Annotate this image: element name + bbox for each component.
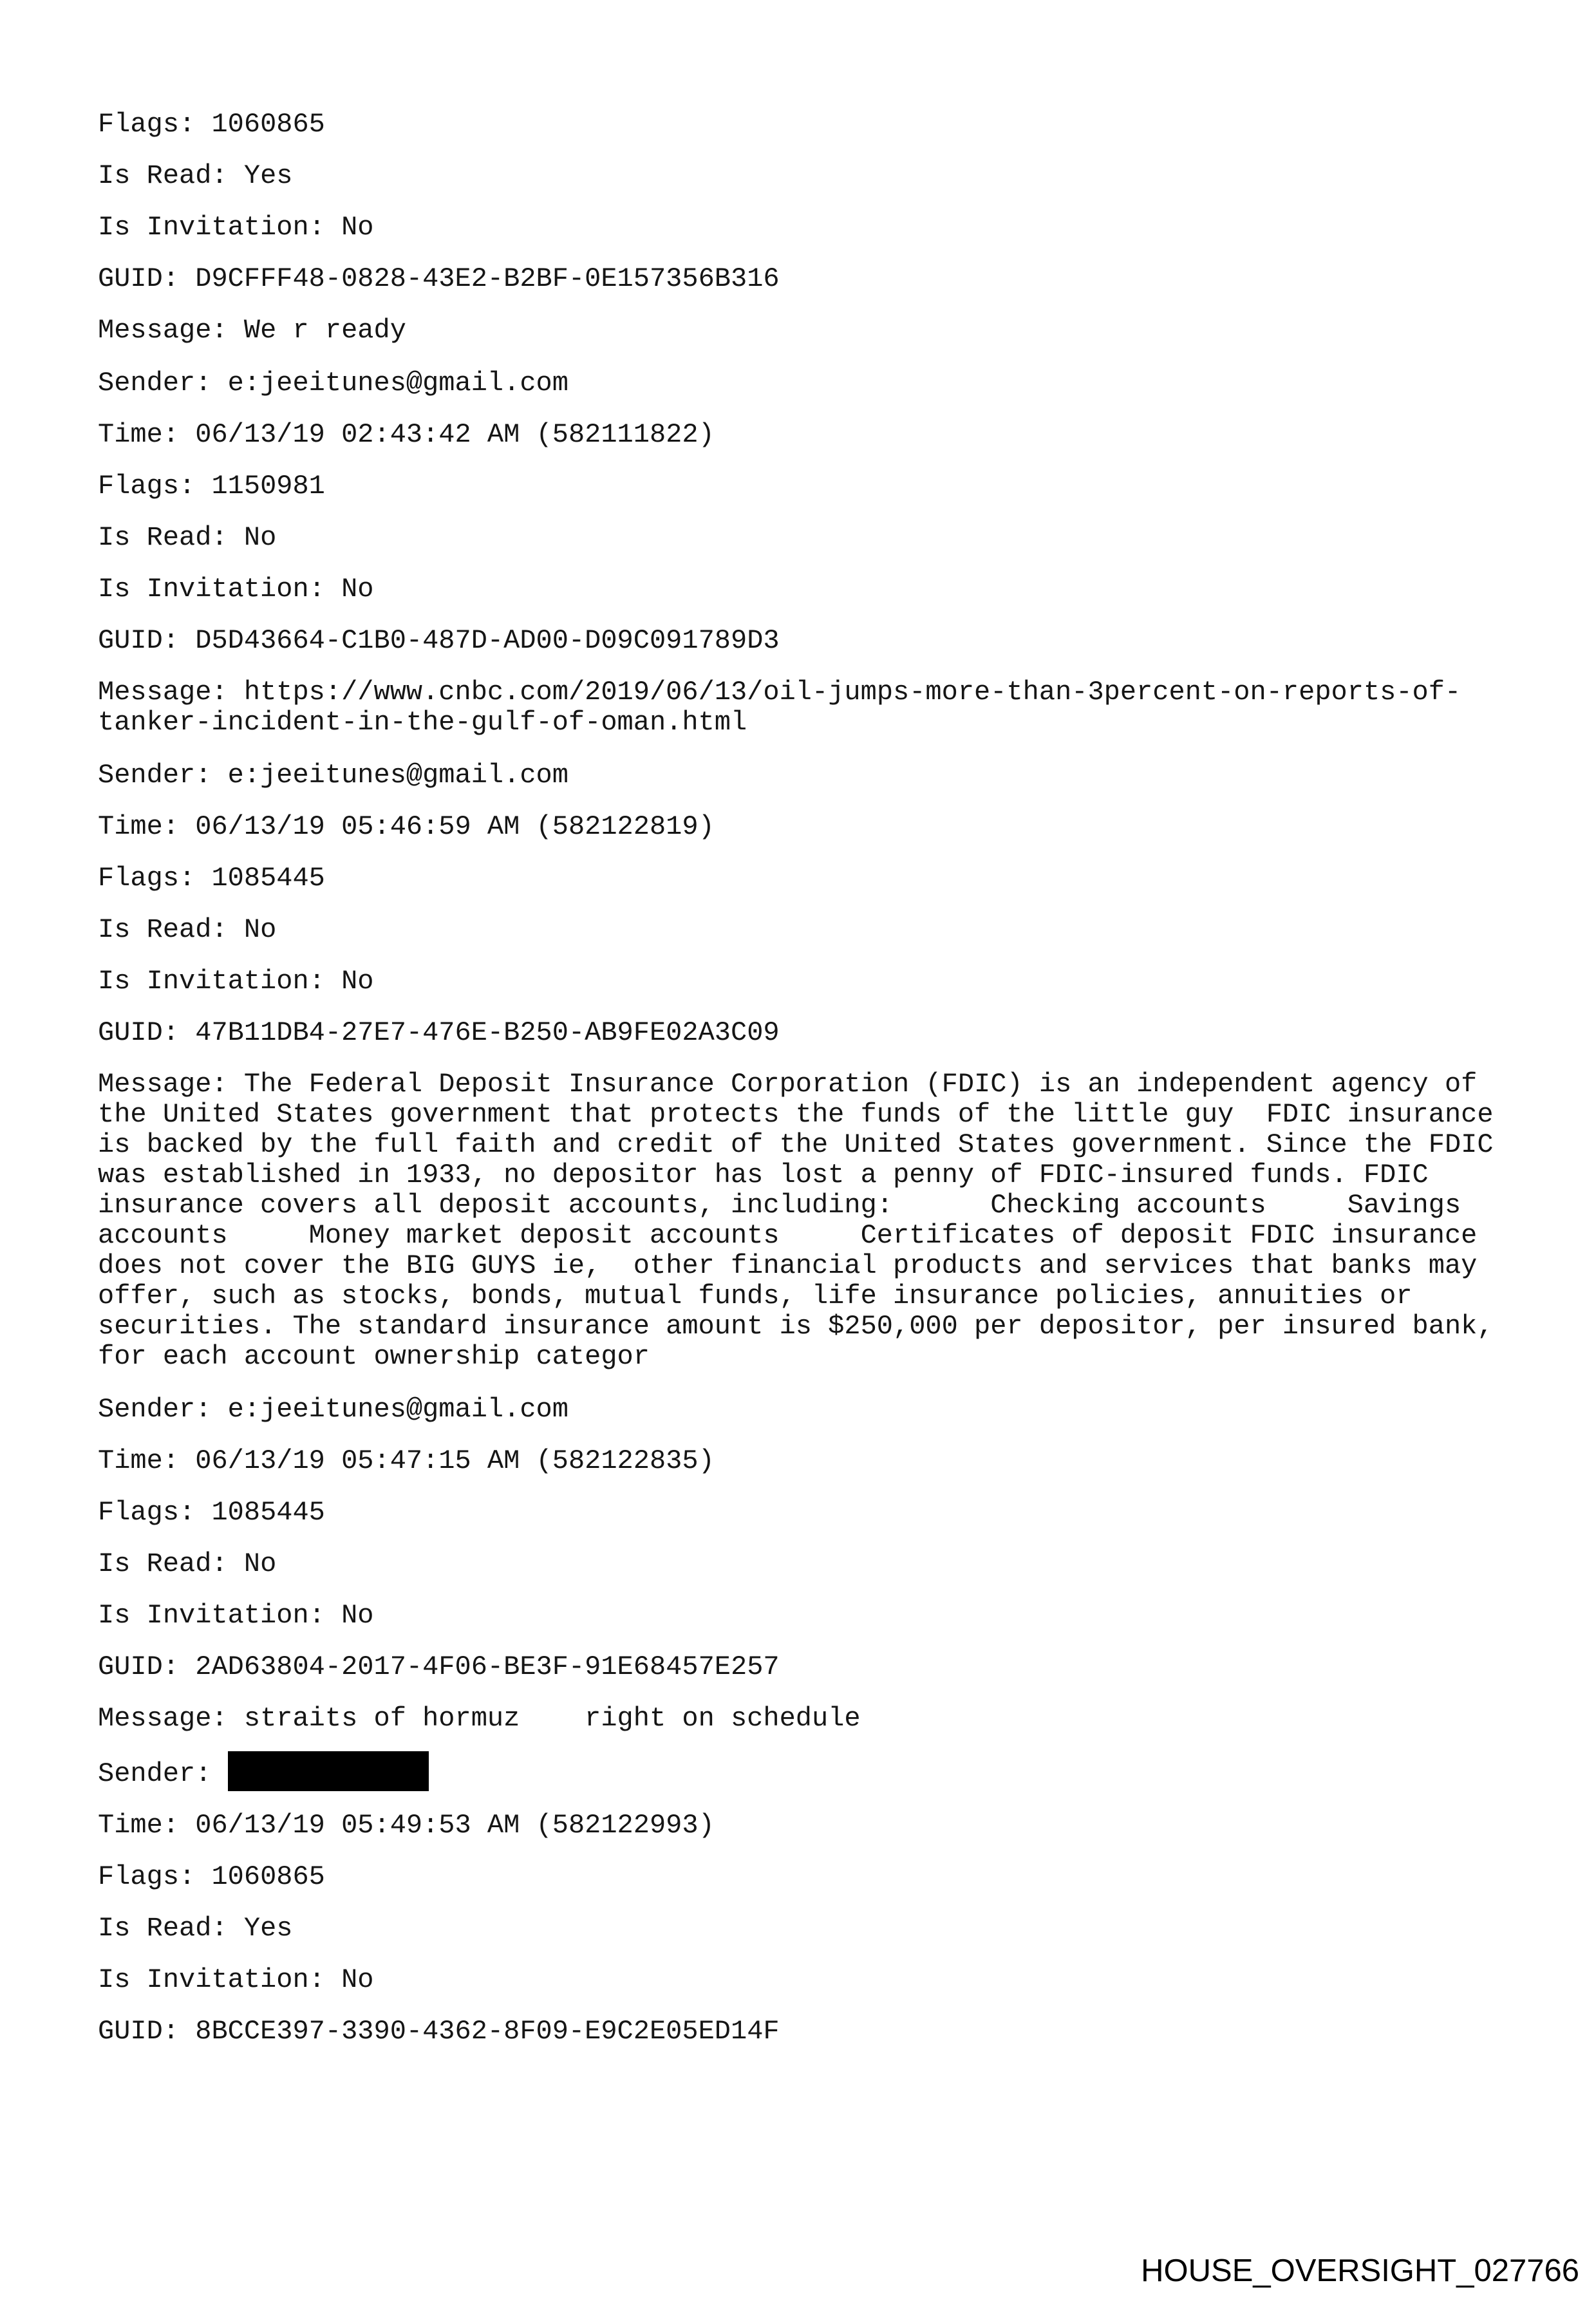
field-value: straits of hormuz right on schedule (243, 1703, 861, 1734)
field-value: 06/13/19 02:43:42 AM (582111822) (195, 419, 715, 450)
message-record (98, 1395, 1505, 1734)
field-value: No (243, 522, 277, 553)
field-value: 1150981 (211, 471, 325, 502)
field-label: Sender: (98, 1394, 212, 1425)
field-sender (98, 1395, 1505, 1425)
field-guid (98, 1652, 1505, 1682)
field-label: Sender: (98, 760, 212, 791)
field-label: Sender: (98, 1758, 212, 1789)
field-time (98, 420, 1505, 450)
field-is-read (98, 161, 1505, 191)
field-is-read (98, 1549, 1505, 1579)
field-label: GUID: (98, 1017, 180, 1048)
field-label: GUID: (98, 625, 180, 656)
field-value: 06/13/19 05:47:15 AM (582122835) (195, 1445, 715, 1476)
field-value: 8BCCE397-3390-4362-8F09-E9C2E05ED14F (195, 2016, 780, 2047)
field-value: No (341, 1964, 374, 1995)
field-label: Is Read: (98, 522, 228, 553)
field-label: Sender: (98, 368, 212, 399)
field-time (98, 812, 1505, 842)
field-value: e:jeeitunes@gmail.com (227, 368, 568, 399)
field-time (98, 1810, 1505, 1841)
message-record (98, 1756, 1505, 2047)
field-label: Flags: (98, 109, 196, 140)
field-value: The Federal Deposit Insurance Corporation (FDIC) is an independent agency of the United States government that protects the funds of the little guy FDIC insurance is backed by the full faith and credit of the United States government. Since the FDIC was established in 1933, no depositor has lost a penny of FDIC-insured funds. FDIC insurance covers all deposit accounts, including: Checking accounts Savings accounts Money market deposit accounts Certificates of deposit FDIC insurance does not cover the BIG GUYS ie, other financial products and services that banks may offer, such as stocks, bonds, mutual funds, life insurance policies, annuities or securities. The standard insurance amount is $250,000 per depositor, per insured bank, for each account ownership categor (98, 1069, 1510, 1372)
field-label: Flags: (98, 1497, 196, 1528)
field-label: Message: (98, 677, 228, 708)
field-guid (98, 1018, 1505, 1048)
field-flags (98, 863, 1505, 894)
field-guid (98, 2016, 1505, 2047)
field-value: We r ready (243, 315, 406, 346)
field-value: No (341, 574, 374, 605)
field-value: No (341, 966, 374, 997)
field-value: D9CFFF48-0828-43E2-B2BF-0E157356B316 (195, 263, 780, 294)
field-label: GUID: (98, 1651, 180, 1682)
field-flags (98, 471, 1505, 502)
field-label: Is Read: (98, 160, 228, 191)
redaction-bar (228, 1756, 429, 1786)
field-label: Flags: (98, 471, 196, 502)
field-label: Message: (98, 1069, 228, 1100)
message-record (98, 109, 1505, 346)
message-log (98, 109, 1510, 2069)
field-label: Time: (98, 1445, 180, 1476)
field-value: e:jeeitunes@gmail.com (227, 760, 568, 791)
field-label: Is Invitation: (98, 966, 325, 997)
field-value: No (243, 914, 277, 945)
field-message (98, 315, 1505, 346)
field-label: Message: (98, 315, 228, 346)
field-value: Yes (243, 1913, 293, 1944)
field-sender (98, 760, 1505, 791)
field-label: Is Read: (98, 1913, 228, 1944)
field-is-invitation (98, 966, 1505, 997)
field-guid (98, 264, 1505, 294)
field-flags (98, 1862, 1505, 1892)
field-value: No (341, 1600, 374, 1631)
field-value: 1085445 (211, 1497, 325, 1528)
field-flags (98, 1498, 1505, 1528)
message-record (98, 368, 1505, 738)
field-label: Is Read: (98, 914, 228, 945)
field-value: 06/13/19 05:49:53 AM (582122993) (195, 1810, 715, 1841)
field-value: No (341, 212, 374, 243)
field-label: Flags: (98, 863, 196, 894)
field-label: Message: (98, 1703, 228, 1734)
field-flags (98, 109, 1505, 140)
field-message (98, 677, 1505, 738)
field-value: 47B11DB4-27E7-476E-B250-AB9FE02A3C09 (195, 1017, 780, 1048)
field-label: Time: (98, 811, 180, 842)
field-value: 1060865 (211, 109, 325, 140)
field-value: No (243, 1548, 277, 1579)
field-label: Is Invitation: (98, 1964, 325, 1995)
field-label: Time: (98, 1810, 180, 1841)
field-label: Is Invitation: (98, 574, 325, 605)
bates-number: HOUSE_OVERSIGHT_027766 (1141, 2253, 1579, 2288)
field-label: Is Invitation: (98, 1600, 325, 1631)
field-label: Flags: (98, 1861, 196, 1892)
field-value: D5D43664-C1B0-487D-AD00-D09C091789D3 (195, 625, 780, 656)
field-value: Yes (243, 160, 293, 191)
field-time (98, 1446, 1505, 1476)
field-value: 2AD63804-2017-4F06-BE3F-91E68457E257 (195, 1651, 780, 1682)
field-label: GUID: (98, 263, 180, 294)
field-is-read (98, 915, 1505, 945)
field-label: Is Read: (98, 1548, 228, 1579)
field-message (98, 1069, 1510, 1372)
field-sender (98, 1756, 1505, 1789)
message-record (98, 760, 1510, 1372)
field-message (98, 1704, 1505, 1734)
field-label: Is Invitation: (98, 212, 325, 243)
field-is-read (98, 523, 1505, 553)
field-value: 1060865 (211, 1861, 325, 1892)
field-value: e:jeeitunes@gmail.com (227, 1394, 568, 1425)
field-is-invitation (98, 1965, 1505, 1995)
field-value: https://www.cnbc.com/2019/06/13/oil-jumps-more-than-3percent-on-reports-of-tanker-incident-in-the-gulf-of-oman.html (98, 677, 1461, 738)
field-is-invitation (98, 574, 1505, 605)
field-guid (98, 626, 1505, 656)
field-is-invitation (98, 212, 1505, 243)
field-label: GUID: (98, 2016, 180, 2047)
field-value: 1085445 (211, 863, 325, 894)
field-sender (98, 368, 1505, 399)
field-value: 06/13/19 05:46:59 AM (582122819) (195, 811, 715, 842)
field-is-invitation (98, 1601, 1505, 1631)
field-is-read (98, 1913, 1505, 1944)
field-label: Time: (98, 419, 180, 450)
